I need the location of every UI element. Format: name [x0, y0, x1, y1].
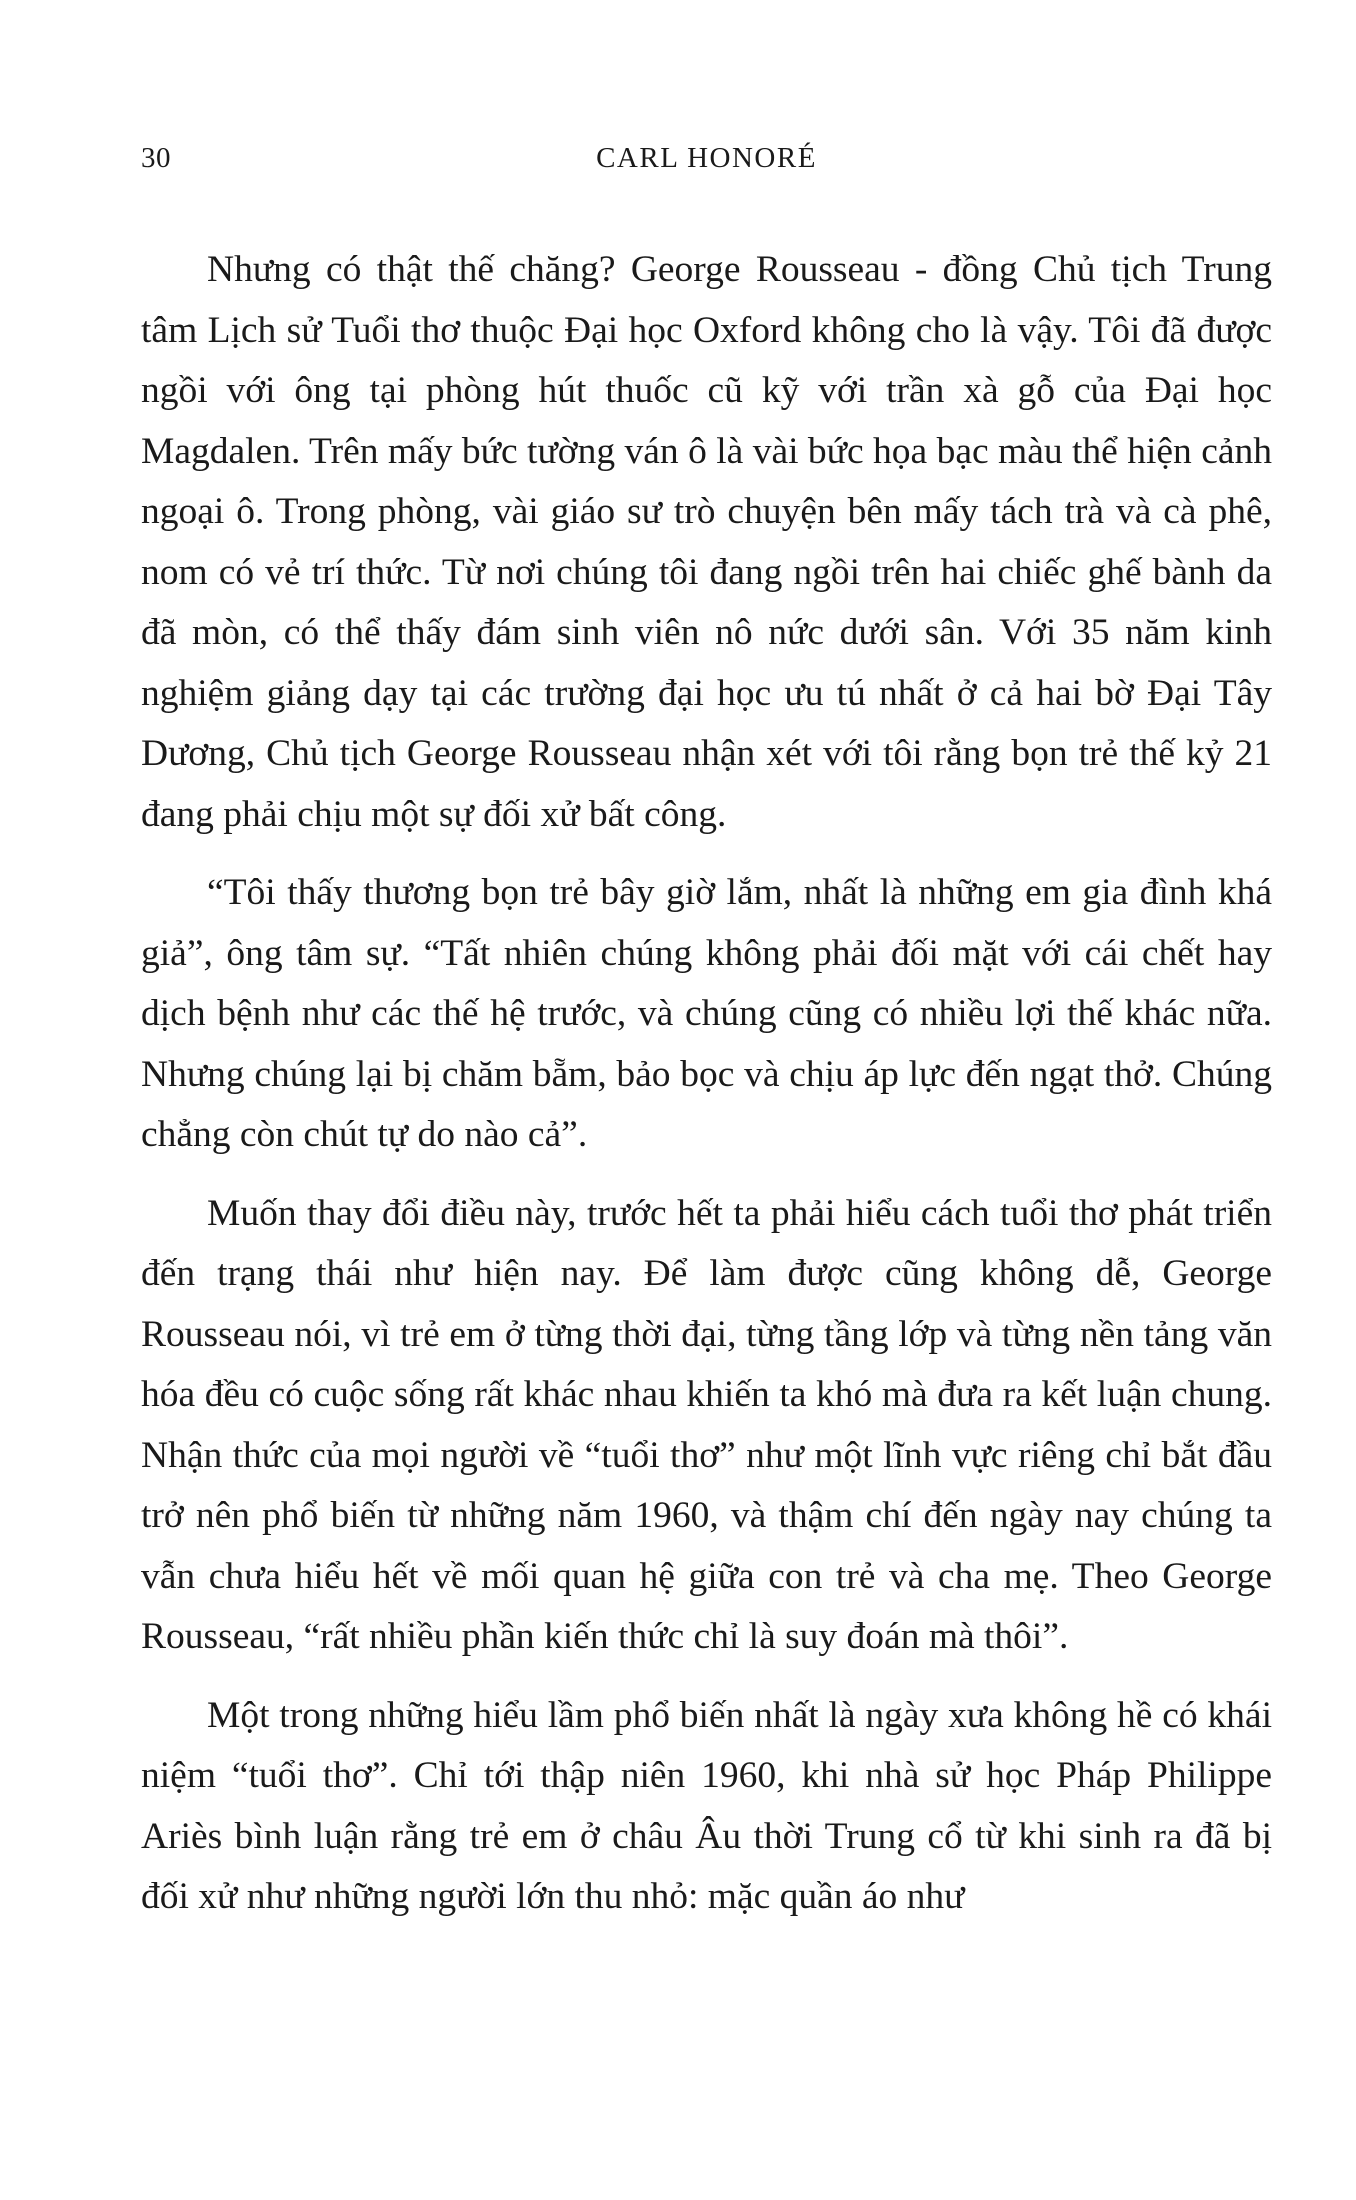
body-text — [141, 240, 1272, 1946]
paragraph-2: “Tôi thấy thương bọn trẻ bây giờ lắm, nhất là những em gia đình khá giả”, ông tâm sự. “Tất nhiên chúng không phải đối mặt với cái chết hay dịch bệnh như các thế hệ trước, và chúng cũng có nhiều lợi thế khác nữa. Nhưng chúng lại bị chăm bẵm, bảo bọc và chịu áp lực đến ngạt thở. Chúng chẳng còn chút tự do nào cả”. — [141, 872, 1272, 1155]
paragraph-4: Một trong những hiểu lầm phổ biến nhất là ngày xưa không hề có khái niệm “tuổi thơ”. Chỉ tới thập niên 1960, khi nhà sử học Pháp Philippe Ariès bình luận rằng trẻ em ở châu Âu thời Trung cổ từ khi sinh ra đã bị đối xử như những người lớn thu nhỏ: mặc quần áo như — [141, 1694, 1272, 1917]
page-number: 30 — [141, 142, 171, 174]
running-header — [141, 142, 1272, 186]
running-head-author: CARL HONORÉ — [596, 142, 817, 174]
paragraph-1: Nhưng có thật thế chăng? George Rousseau - đồng Chủ tịch Trung tâm Lịch sử Tuổi thơ thuộc Đại học Oxford không cho là vậy. Tôi đã được ngồi với ông tại phòng hút thuốc cũ kỹ với trần xà gỗ của Đại học Magdalen. Trên mấy bức tường ván ô là vài bức họa bạc màu thể hiện cảnh ngoại ô. Trong phòng, vài giáo sư trò chuyện bên mấy tách trà và cà phê, nom có vẻ trí thức. Từ nơi chúng tôi đang ngồi trên hai chiếc ghế bành da đã mòn, có thể thấy đám sinh viên nô nức dưới sân. Với 35 năm kinh nghiệm giảng dạy tại các trường đại học ưu tú nhất ở cả hai bờ Đại Tây Dương, Chủ tịch George Rousseau nhận xét với tôi rằng bọn trẻ thế kỷ 21 đang phải chịu một sự đối xử bất công. — [141, 249, 1272, 835]
paragraph-3: Muốn thay đổi điều này, trước hết ta phải hiểu cách tuổi thơ phát triển đến trạng thái như hiện nay. Để làm được cũng không dễ, George Rousseau nói, vì trẻ em ở từng thời đại, từng tầng lớp và từng nền tảng văn hóa đều có cuộc sống rất khác nhau khiến ta khó mà đưa ra kết luận chung. Nhận thức của mọi người về “tuổi thơ” như một lĩnh vực riêng chỉ bắt đầu trở nên phổ biến từ những năm 1960, và thậm chí đến ngày nay chúng ta vẫn chưa hiểu hết về mối quan hệ giữa con trẻ và cha mẹ. Theo George Rousseau, “rất nhiều phần kiến thức chỉ là suy đoán mà thôi”. — [141, 1192, 1272, 1657]
